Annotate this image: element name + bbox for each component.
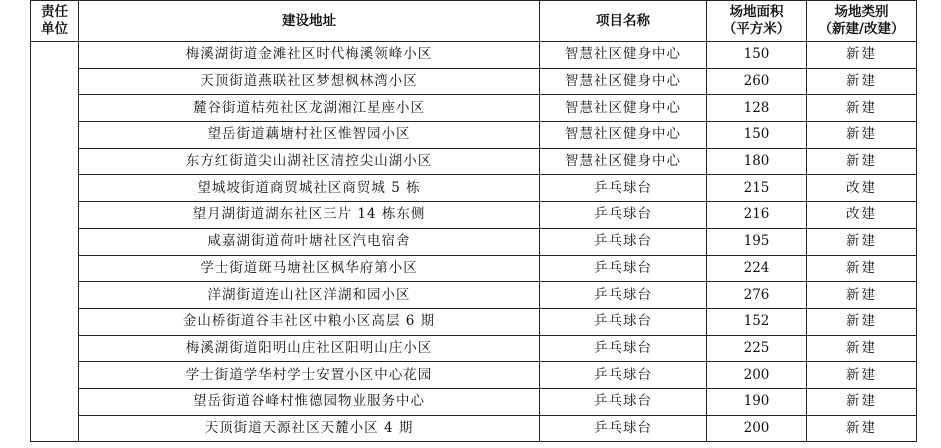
category-cell: 新建 <box>807 95 917 122</box>
header-address: 建设地址 <box>79 1 540 42</box>
header-category-line2: （新建/改建） <box>818 21 905 37</box>
address-cell: 学士街道斑马塘社区枫华府第小区 <box>79 255 540 282</box>
table-row <box>31 335 917 362</box>
category-cell: 新建 <box>807 282 917 309</box>
area-cell: 215 <box>707 175 807 202</box>
category-cell: 新建 <box>807 122 917 149</box>
table-row <box>31 362 917 389</box>
project-name-cell: 智慧社区健身中心 <box>540 122 707 149</box>
area-cell: 195 <box>707 228 807 255</box>
table-row <box>31 228 917 255</box>
header-category-line1: 场地类别 <box>834 4 889 20</box>
table-row <box>31 68 917 95</box>
category-cell: 新建 <box>807 388 917 415</box>
address-cell: 洋湖街道连山社区洋湖和园小区 <box>79 282 540 309</box>
project-name-cell: 乒乓球台 <box>540 282 707 309</box>
address-cell: 天顶街道天源社区天麓小区 4 期 <box>79 415 540 442</box>
table-row <box>31 122 917 149</box>
address-cell: 梅溪湖街道阳明山庄社区阳明山庄小区 <box>79 335 540 362</box>
project-name-cell: 乒乓球台 <box>540 362 707 389</box>
category-cell: 新建 <box>807 362 917 389</box>
table-row <box>31 282 917 309</box>
address-cell: 望岳街道藕塘村社区惟智园小区 <box>79 122 540 149</box>
area-cell: 200 <box>707 362 807 389</box>
category-cell: 改建 <box>807 175 917 202</box>
project-name-cell: 乒乓球台 <box>540 308 707 335</box>
area-cell: 224 <box>707 255 807 282</box>
area-cell: 276 <box>707 282 807 309</box>
address-cell: 望岳街道谷峰村惟德园物业服务中心 <box>79 388 540 415</box>
address-cell: 学士街道学华村学士安置小区中心花园 <box>79 362 540 389</box>
table-row <box>31 95 917 122</box>
project-name-cell: 乒乓球台 <box>540 415 707 442</box>
project-name-cell: 智慧社区健身中心 <box>540 68 707 95</box>
project-name-cell: 乒乓球台 <box>540 228 707 255</box>
table-row <box>31 175 917 202</box>
address-cell: 麓谷街道桔苑社区龙湖湘江星座小区 <box>79 95 540 122</box>
project-name-cell: 乒乓球台 <box>540 175 707 202</box>
address-cell: 东方红街道尖山湖社区清控尖山湖小区 <box>79 148 540 175</box>
address-cell: 望月湖街道湖东社区三片 14 栋东侧 <box>79 202 540 229</box>
table-body <box>31 42 917 442</box>
project-name-cell: 乒乓球台 <box>540 202 707 229</box>
header-category <box>807 1 917 42</box>
header-area-line1: 场地面积 <box>729 4 784 20</box>
table-row <box>31 202 917 229</box>
table-row <box>31 388 917 415</box>
address-cell: 天顶街道燕联社区梦想枫林湾小区 <box>79 68 540 95</box>
table-row <box>31 415 917 442</box>
project-name-cell: 智慧社区健身中心 <box>540 42 707 69</box>
header-project-name: 项目名称 <box>540 1 707 42</box>
project-name-cell: 智慧社区健身中心 <box>540 95 707 122</box>
header-unit-line2: 单位 <box>41 21 68 37</box>
header-unit-line1: 责任 <box>41 4 68 20</box>
category-cell: 新建 <box>807 335 917 362</box>
project-name-cell: 乒乓球台 <box>540 255 707 282</box>
area-cell: 152 <box>707 308 807 335</box>
header-responsible-unit <box>31 1 79 42</box>
area-cell: 200 <box>707 415 807 442</box>
header-area-line2: （平方米） <box>722 21 791 37</box>
table-row <box>31 255 917 282</box>
table-header-row <box>31 1 917 42</box>
facility-table <box>30 0 917 442</box>
category-cell: 新建 <box>807 228 917 255</box>
header-area <box>707 1 807 42</box>
category-cell: 新建 <box>807 42 917 69</box>
category-cell: 新建 <box>807 415 917 442</box>
table-row <box>31 148 917 175</box>
category-cell: 新建 <box>807 308 917 335</box>
responsible-unit-cell <box>31 42 79 442</box>
area-cell: 180 <box>707 148 807 175</box>
project-name-cell: 乒乓球台 <box>540 388 707 415</box>
address-cell: 望城坡街道商贸城社区商贸城 5 栋 <box>79 175 540 202</box>
area-cell: 225 <box>707 335 807 362</box>
area-cell: 150 <box>707 122 807 149</box>
category-cell: 新建 <box>807 68 917 95</box>
address-cell: 咸嘉湖街道荷叶塘社区汽电宿舍 <box>79 228 540 255</box>
area-cell: 128 <box>707 95 807 122</box>
category-cell: 新建 <box>807 148 917 175</box>
area-cell: 150 <box>707 42 807 69</box>
table-row <box>31 42 917 69</box>
area-cell: 216 <box>707 202 807 229</box>
category-cell: 新建 <box>807 255 917 282</box>
project-name-cell: 乒乓球台 <box>540 335 707 362</box>
address-cell: 金山桥街道谷丰社区中粮小区高层 6 期 <box>79 308 540 335</box>
table-row <box>31 308 917 335</box>
project-name-cell: 智慧社区健身中心 <box>540 148 707 175</box>
area-cell: 260 <box>707 68 807 95</box>
category-cell: 改建 <box>807 202 917 229</box>
address-cell: 梅溪湖街道金滩社区时代梅溪领峰小区 <box>79 42 540 69</box>
area-cell: 190 <box>707 388 807 415</box>
